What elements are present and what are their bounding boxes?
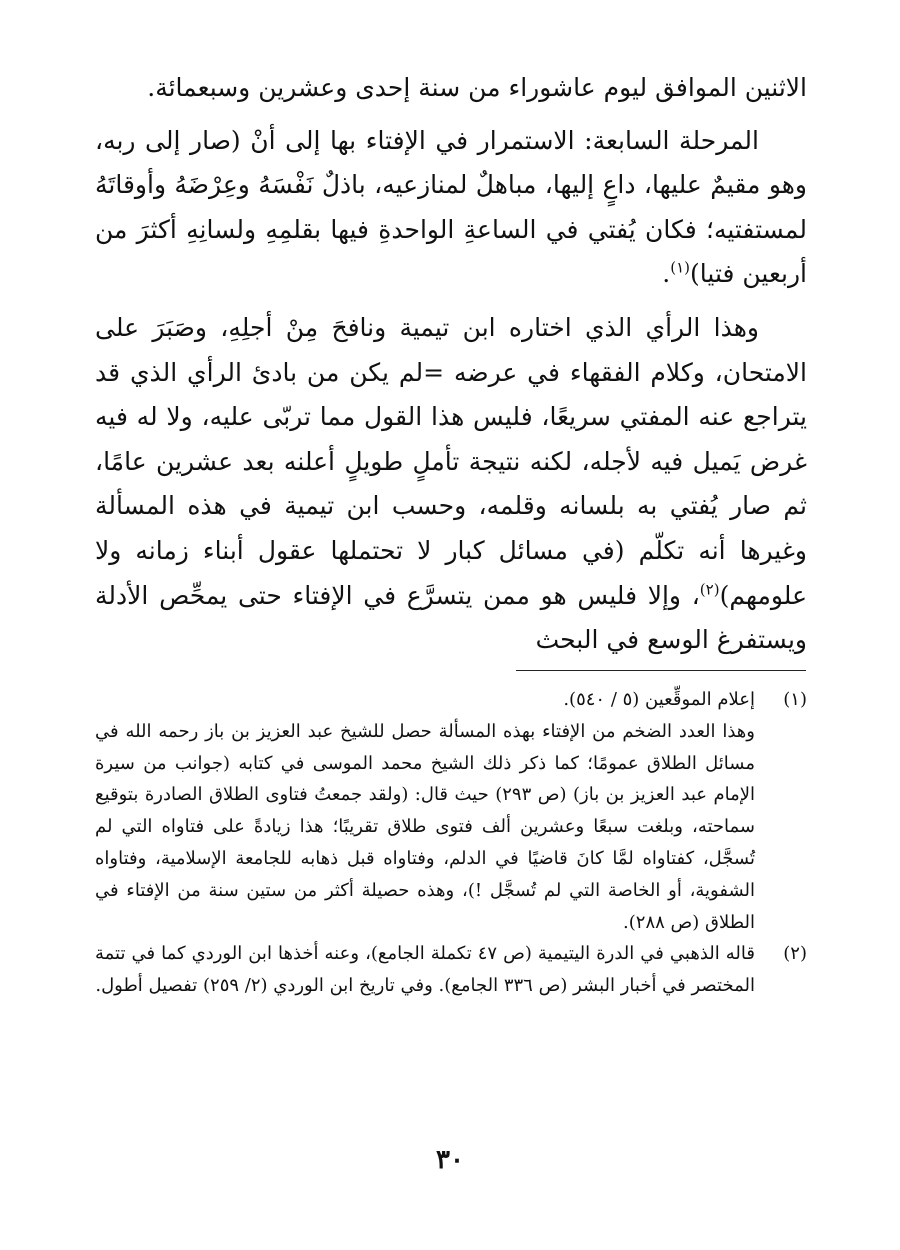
footnote-body: [95, 684, 755, 938]
footnote-2: [95, 938, 807, 1002]
footnote-line: قاله الذهبي في الدرة اليتيمية (ص ٤٧ تكملة الجامع)، وعنه أخذها ابن الوردي كما في تتمة المختصر في أخبار البشر (ص ٣٣٦ الجامع). وفي تاريخ ابن الوردي (٢/ ٢٥٩) تفصيل أطول.: [95, 943, 756, 997]
footnotes-section: [95, 684, 807, 1002]
paragraph-text: وهذا الرأي الذي اختاره ابن تيمية ونافحَ مِنْ أجلِهِ، وصَبَرَ على الامتحان، وكلام الفقهاء في عرضه =لم يكن من بادئ الرأي الذي قد يتراجع عنه المفتي سريعًا، فليس هذا القول مما تربّى عليه، ولا له فيه غرض يَميل فيه لأجله، لكنه نتيجة تأملٍ طويلٍ أعلنه بعد عشرين عامًا، ثم صار يُفتي به بلسانه وقلمه، وحسب ابن تيمية في هذه المسألة وغيرها أنه تكلّم (في مسائل كبار لا تحتملها عقول أبناء زمانه ولا علومهم): [95, 312, 807, 610]
footnote-line: إعلام الموقِّعين (٥ / ٥٤٠).: [563, 689, 755, 710]
paragraph-punctuation: .: [662, 259, 671, 289]
paragraph-seventh-stage: [95, 119, 807, 297]
page-number: ٣٠: [436, 1145, 464, 1175]
footnote-separator: [516, 670, 806, 671]
footnote-1: [95, 684, 807, 938]
footnote-reference: (١): [670, 259, 691, 278]
paragraph-ibn-taymiyya-opinion: [95, 306, 807, 663]
paragraph-text: المرحلة السابعة: الاستمرار في الإفتاء بها إلى أنْ (صار إلى ربه، وهو مقيمٌ عليها، داعٍ إليها، مباهلٌ لمنازعيه، باذلٌ نَفْسَهُ وعِرْضَهُ وأوقاتَهُ لمستفتيه؛ فكان يُفتي في الساعةِ الواحدةِ فيها بقلمِهِ ولسانِهِ أكثرَ من أربعين فتيا): [95, 125, 808, 289]
paragraph-continuation: [95, 66, 807, 111]
paragraph-text: ، وإلا فليس هو ممن يتسرَّع في الإفتاء حتى يمحِّص الأدلة ويستفرغ الوسع في البحث: [95, 580, 807, 655]
footnote-reference: (٢): [699, 580, 720, 599]
paragraph-text: الاثنين الموافق ليوم عاشوراء من سنة إحدى وعشرين وسبعمائة.: [147, 73, 807, 102]
footnote-number: (٢): [783, 943, 807, 965]
footnote-number: (١): [783, 689, 807, 710]
footnote-line: وهذا العدد الضخم من الإفتاء بهذه المسألة حصل للشيخ عبد العزيز بن باز رحمه الله في مسائل الطلاق عمومًا؛ كما ذكر ذلك الشيخ محمد الموسى في كتابه (جوانب من سيرة الإمام عبد العزيز بن باز) (ص ٢٩٣) حيث قال: (ولقد جمعتُ فتاوى الطلاق الصادرة بتوقيع سماحته، وبلغت سبعًا وعشرين ألف فتوى طلاق تقريبًا؛ هذا زيادةً على فتاواه التي لم تُسجَّل، كفتاواه لمَّا كانَ قاضيًا في الدلم، وفتاواه قبل ذهابه للجامعة الإسلامية، وفتاواه الشفوية، أو الخاصة التي لم تُسجَّل !)، وهذه حصيلة أكثر من ستين سنة من الإفتاء في الطلاق (ص ٢٨٨).: [95, 720, 756, 933]
footnote-body: [95, 938, 755, 1002]
main-text-body: [95, 66, 807, 663]
